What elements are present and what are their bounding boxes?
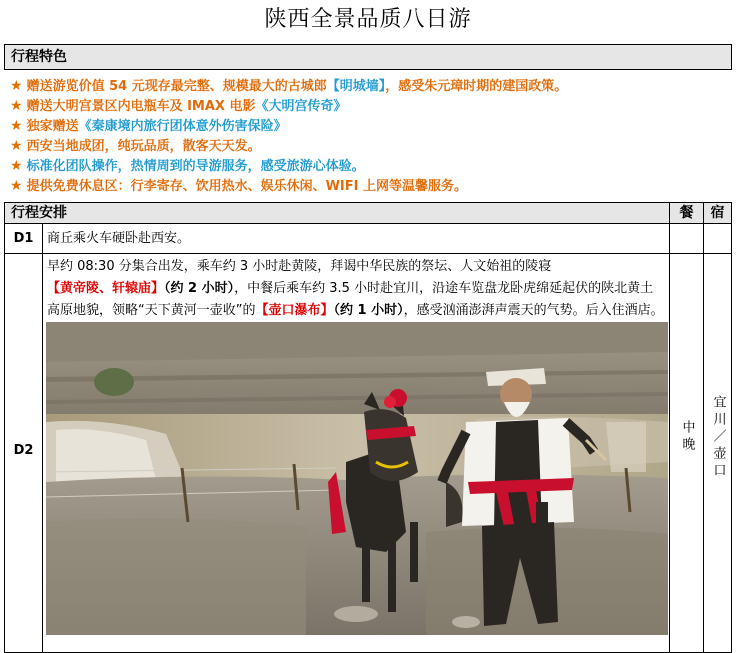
- meal-d1: [669, 223, 704, 254]
- d2-highlight-huangdiling: 【黄帝陵、轩辕庙】: [47, 281, 165, 296]
- feature-text: 标准化团队操作，热情周到的导游服务，感受旅游心体验。: [26, 159, 365, 174]
- star-icon: ★: [10, 138, 23, 154]
- star-icon: ★: [10, 158, 23, 174]
- day-label-d2: [4, 253, 43, 653]
- d2-highlight-hukou: 【壶口瀑布】: [255, 303, 334, 318]
- itinerary-heading: 行程安排: [4, 202, 670, 224]
- feature-text: 提供免费休息区：行李寄存、饮用热水、娱乐休闲、WIFI 上网等温馨服务。: [26, 179, 467, 194]
- d2-text-part: 早约 08:30 分集合出发，乘车约 3 小时赴黄陵，拜谒中华民族的祭坛、人文始祖的陵寝: [47, 259, 552, 274]
- stay-d2-text: 宜川／壶口: [710, 394, 726, 480]
- feature-text: 《大明宫传奇》: [255, 99, 347, 114]
- meal-column-header: 餐: [669, 202, 704, 224]
- stay-d2: [703, 253, 732, 653]
- feature-item: [10, 156, 726, 176]
- feature-text: 赠送游览价值 54 元现存最完整、规模最大的古城郎: [26, 79, 327, 94]
- meal-d2: [669, 253, 704, 653]
- star-icon: ★: [10, 118, 23, 134]
- day-label-d2-text: D2: [13, 442, 34, 458]
- feature-text: 【明城墙】: [326, 79, 386, 94]
- features-list: [4, 74, 732, 201]
- feature-text: 《秦康境内旅行团体意外伤害保险》: [78, 119, 287, 134]
- day-label-d1: D1: [4, 223, 43, 254]
- feature-item: [10, 76, 726, 96]
- star-icon: ★: [10, 178, 23, 194]
- d2-text-part: ，中餐后乘车约 3.5 小时赴宜川，沿途车览盘龙卧虎绵延起伏的陕北黄土高原地貌，领略“天下黄河一壶收”的: [47, 281, 654, 318]
- feature-item: [10, 136, 726, 156]
- day-text-d2: [43, 254, 669, 322]
- hukou-waterfall-photo: [46, 322, 668, 635]
- star-icon: ★: [10, 78, 23, 94]
- feature-text: ，感受朱元璋时期的建国政策。: [385, 79, 568, 94]
- d2-duration-1: （约 2 小时）: [164, 281, 235, 296]
- star-icon: ★: [10, 98, 23, 114]
- feature-text: 西安当地成团，纯玩品质，散客天天发。: [26, 139, 261, 154]
- feature-item: [10, 116, 726, 136]
- feature-text: 赠送大明宫景区内电瓶车及 IMAX 电影: [26, 99, 256, 114]
- day-text-d1: 商丘乘火车硬卧赴西安。: [42, 223, 670, 254]
- feature-text: 独家赠送: [26, 119, 79, 134]
- meal-d2-text: 中晚: [679, 420, 695, 454]
- d2-duration-2: （约 1 小时）: [333, 303, 404, 318]
- d2-text-part: ，感受汹涌澎湃声震天的气势。后入住酒店。: [403, 303, 664, 318]
- feature-item: [10, 176, 726, 196]
- stay-column-header: 宿: [703, 202, 732, 224]
- page-title: 陕西全景品质八日游: [264, 7, 472, 32]
- features-heading: 行程特色: [4, 44, 732, 70]
- feature-item: [10, 96, 726, 116]
- stay-d1: [703, 223, 732, 254]
- photo-illustration: [46, 322, 668, 635]
